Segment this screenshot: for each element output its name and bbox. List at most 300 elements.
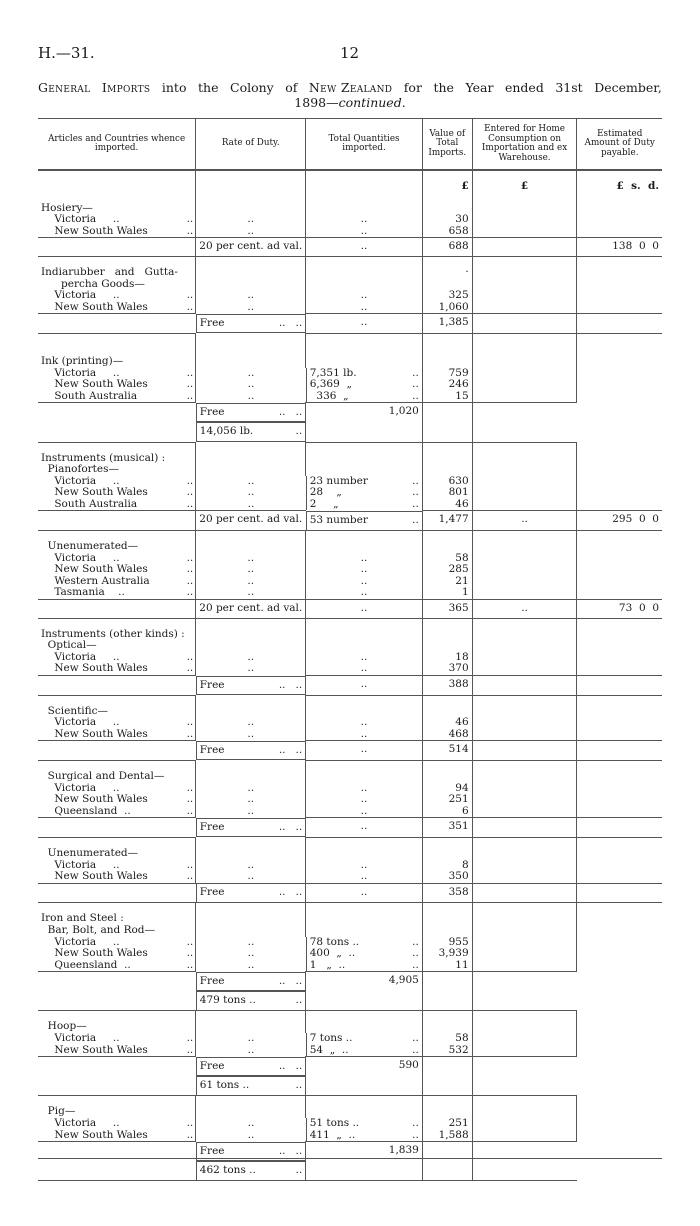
title-word: into (161, 80, 187, 95)
spacer-cell (196, 618, 306, 629)
duty-cell (577, 741, 662, 761)
value-cell (422, 925, 472, 937)
entered-cell (472, 453, 577, 465)
table-row (38, 925, 662, 937)
article-label: Indiarubber and Gutta- (41, 266, 178, 278)
spacer-row (38, 760, 662, 771)
duty-cell (577, 356, 662, 368)
leader-dots: .. .. (278, 820, 303, 833)
value-cell (422, 848, 472, 860)
spacer-cell (422, 760, 472, 771)
article-name (38, 972, 196, 1011)
entered-cell (472, 1118, 577, 1130)
quantity-value: 28 „ (309, 487, 342, 499)
duty-cell (472, 1057, 577, 1096)
leader-dots: .. (186, 487, 194, 499)
article-name (38, 794, 196, 806)
rate-cell: .. (196, 806, 306, 818)
spacer-cell (306, 695, 423, 706)
spacer-cell (422, 618, 472, 629)
duty-cell (577, 499, 662, 511)
entered-cell (472, 937, 577, 949)
value-cell: 46 (422, 717, 472, 729)
table-row (38, 706, 662, 718)
quantity-cell (306, 640, 423, 652)
quantity-total: 14,056 lb. (199, 425, 254, 438)
article-name (38, 290, 196, 302)
value-cell (422, 464, 472, 476)
rate-cell (196, 314, 305, 334)
article-label: Instruments (other kinds) : (41, 628, 185, 640)
spacer-cell (38, 760, 196, 771)
quantity-total: 61 tons .. (199, 1079, 250, 1092)
quantity-cell (306, 860, 423, 872)
duty-cell (577, 553, 662, 565)
quantity-cell (306, 576, 423, 588)
table-row (38, 379, 662, 391)
value-cell (422, 203, 472, 215)
value-cell: 94 (422, 783, 472, 795)
quantity-cell (306, 541, 423, 553)
article-name (38, 925, 196, 937)
entered-cell (472, 1045, 577, 1057)
leader-dots: .. (186, 859, 194, 871)
entered-cell (472, 706, 577, 718)
table-row (38, 368, 662, 380)
rate-cell (196, 972, 305, 992)
value-cell (422, 1106, 472, 1118)
duty-cell (577, 541, 662, 553)
title-line-2 (38, 95, 662, 110)
article-label: Victoria .. (41, 1118, 120, 1130)
leader-dots: .. .. (278, 1144, 303, 1157)
article-label: percha Goods— (41, 278, 145, 290)
table-row (38, 848, 662, 860)
spacer-cell (472, 1011, 577, 1022)
article-name (38, 238, 196, 257)
table-row (38, 553, 662, 565)
quantity-cell (306, 948, 422, 960)
currency-row (38, 170, 662, 193)
article-label: New South Wales (41, 794, 148, 806)
rate-cell (196, 741, 305, 761)
duty-cell (577, 290, 662, 302)
entered-cell (472, 652, 577, 664)
value-cell (422, 453, 472, 465)
quantity-cell (306, 587, 423, 599)
title-word: the (433, 80, 454, 95)
title-word: for (403, 80, 422, 95)
document-reference: H.—31. (38, 44, 95, 62)
value-cell: 21 (422, 576, 472, 588)
article-name (38, 729, 196, 741)
title-word: the (198, 80, 219, 95)
article-name (38, 913, 196, 925)
quantity-cell (306, 290, 423, 302)
quantity-value: 336 „ (309, 390, 349, 402)
entered-cell (472, 1021, 577, 1033)
quantity-value: .. (360, 782, 368, 794)
duty-cell (577, 717, 662, 729)
article-name (38, 302, 196, 314)
duty-cell (577, 1021, 662, 1033)
table-row (38, 214, 662, 226)
article-name (38, 356, 196, 368)
table-row (38, 871, 662, 883)
article-name (38, 1142, 196, 1181)
rate-cell: .. (196, 794, 306, 806)
rate-cell: .. (196, 663, 306, 675)
article-label: Victoria .. (41, 552, 120, 564)
rate-cell: .. (196, 937, 306, 949)
value-cell: 285 (422, 564, 472, 576)
rate-cell (196, 453, 306, 465)
quantity-cell (306, 729, 423, 741)
duty-cell (577, 1045, 662, 1057)
quantity-cell (306, 238, 423, 257)
quantity-value: .. (360, 663, 368, 675)
table-row (38, 948, 662, 960)
leader-dots: .. (295, 1164, 303, 1177)
rate-cell: .. (196, 860, 306, 872)
quantity-cell (306, 267, 423, 279)
duty-cell (577, 267, 662, 279)
value-cell: 658 (422, 226, 472, 238)
article-label: Optical— (41, 640, 97, 652)
spacer-cell (196, 1096, 306, 1107)
rate-cell: .. (196, 302, 306, 314)
spacer-cell (196, 837, 306, 848)
spacer-cell (38, 1096, 196, 1107)
leader-dots: .. (412, 1129, 419, 1141)
quantity-cell (306, 629, 423, 641)
table-row (38, 806, 662, 818)
leader-dots: .. (412, 367, 419, 379)
rate-cell: .. (196, 871, 306, 883)
col-duty: Estimated Amount of Duty payable. (577, 119, 662, 171)
spacer-cell (38, 903, 196, 914)
leader-dots: .. (412, 1033, 419, 1045)
article-name (38, 1021, 196, 1033)
article-name (38, 464, 196, 476)
leader-dots: .. (186, 214, 194, 226)
leader-dots: .. .. (278, 886, 303, 899)
value-cell: 8 (422, 860, 472, 872)
rate-cell (196, 403, 305, 423)
article-label: Unenumerated— (41, 847, 139, 859)
title-continued: continued. (338, 95, 406, 110)
article-name (38, 1033, 196, 1045)
table-row (38, 1130, 662, 1142)
duty-cell (472, 1142, 577, 1181)
entered-cell (472, 238, 577, 257)
value-cell: 251 (422, 1118, 472, 1130)
entered-cell (472, 860, 577, 872)
spacer-row (38, 256, 662, 267)
quantity-cell (306, 226, 423, 238)
duty-cell (577, 587, 662, 599)
article-label: New South Wales (41, 663, 148, 675)
leader-dots: .. .. (278, 974, 303, 987)
rate-cell: .. (196, 368, 306, 380)
title-word: General (38, 80, 91, 95)
rate-cell: .. (196, 290, 306, 302)
entered-cell (472, 806, 577, 818)
spacer-cell (38, 333, 196, 356)
spacer-cell (422, 531, 472, 542)
article-name (38, 368, 196, 380)
quantity-value: .. (360, 587, 368, 599)
quantity-value: 51 tons .. (309, 1118, 360, 1130)
entered-cell (472, 214, 577, 226)
article-label: Hoop— (41, 1021, 87, 1033)
table-row (38, 937, 662, 949)
entered-cell (472, 1033, 577, 1045)
value-cell: 325 (422, 290, 472, 302)
entered-cell (472, 314, 577, 334)
quantity-cell (306, 925, 423, 937)
article-name (38, 600, 196, 619)
duty-cell (577, 948, 662, 960)
table-row (38, 1045, 662, 1057)
article-name (38, 860, 196, 872)
quantity-cell (306, 1130, 422, 1142)
article-name (38, 541, 196, 553)
spacer-cell (306, 837, 423, 848)
article-label: New South Wales (41, 871, 148, 883)
article-label: New South Wales (41, 1044, 148, 1056)
table-row (38, 794, 662, 806)
quantity-value: .. (360, 552, 368, 564)
subtotal-row (38, 1057, 662, 1096)
rate-cell (196, 279, 306, 291)
leader-dots: .. (412, 498, 419, 510)
rate-cell: .. (196, 476, 306, 488)
table-row (38, 1021, 662, 1033)
article-label: Victoria .. (41, 214, 120, 226)
quantity-cell (306, 279, 423, 291)
table-row (38, 302, 662, 314)
article-label: South Australia (41, 498, 138, 510)
article-label: Victoria .. (41, 782, 120, 794)
rate-cell: .. (196, 948, 306, 960)
quantity-value: 2 „ (309, 498, 339, 510)
leader-dots: .. (412, 390, 419, 402)
quantity-cell (306, 806, 423, 818)
spacer-cell (472, 903, 577, 914)
duty-cell (577, 1033, 662, 1045)
quantity-total: .. (360, 602, 368, 615)
entered-cell (472, 818, 577, 838)
article-name (38, 226, 196, 238)
article-label: Victoria .. (41, 936, 120, 948)
duty-cell (577, 883, 662, 903)
article-label: Western Australia (41, 575, 150, 587)
leader-dots: .. (186, 936, 194, 948)
subtotal-row (38, 818, 662, 838)
quantity-cell (306, 937, 422, 949)
entered-cell (472, 1106, 577, 1118)
table-row (38, 1033, 662, 1045)
article-label: New South Wales (41, 379, 148, 391)
article-name (38, 576, 196, 588)
article-label: South Australia (41, 390, 138, 402)
duty-cell (577, 487, 662, 499)
quantity-cell (306, 1021, 423, 1033)
rate-value: Free (199, 974, 225, 987)
spacer-cell (472, 333, 577, 356)
spacer-cell (577, 903, 662, 914)
value-cell (422, 356, 472, 368)
value-cell (422, 640, 472, 652)
article-label: Victoria .. (41, 859, 120, 871)
quantity-value: 7 tons .. (309, 1033, 353, 1045)
col-value: Value of Total Imports. (422, 119, 472, 171)
article-name (38, 629, 196, 641)
table-row (38, 783, 662, 795)
quantity-cell (306, 511, 422, 531)
rate-cell (196, 883, 305, 903)
duty-cell (577, 476, 662, 488)
leader-dots: .. (186, 1129, 194, 1141)
table-bottom-rule (38, 1158, 662, 1159)
table-row (38, 860, 662, 872)
value-cell (422, 279, 472, 291)
value-total: 365 (422, 600, 472, 619)
article-name (38, 1045, 196, 1057)
subtotal-row (38, 600, 662, 619)
quantity-cell (306, 706, 423, 718)
entered-cell (472, 541, 577, 553)
quantity-cell (306, 214, 423, 226)
quantity-cell (306, 464, 423, 476)
leader-dots: .. (186, 728, 194, 740)
duty-cell (577, 729, 662, 741)
table-row (38, 729, 662, 741)
quantity-cell (306, 871, 423, 883)
duty-cell (577, 794, 662, 806)
value-total: 4,905 (306, 972, 423, 1011)
quantity-cell (306, 1033, 422, 1045)
spacer-cell (38, 193, 196, 203)
rate-cell: .. (196, 214, 306, 226)
rate-cell (196, 706, 306, 718)
quantity-cell (306, 600, 423, 619)
quantity-value: .. (360, 859, 368, 871)
article-name (38, 553, 196, 565)
subtotal-row (38, 741, 662, 761)
entered-cell (472, 290, 577, 302)
entered-cell (422, 1142, 472, 1181)
col-articles: Articles and Countries whence imported. (38, 119, 196, 171)
rate-cell: .. (196, 960, 306, 972)
spacer-cell (306, 193, 423, 203)
value-total: 351 (422, 818, 472, 838)
rate-cell: .. (196, 587, 306, 599)
article-label: Victoria .. (41, 717, 120, 729)
leader-dots: .. (295, 1079, 303, 1092)
article-name (38, 391, 196, 403)
duty-cell (577, 818, 662, 838)
entered-cell (472, 368, 577, 380)
article-name (38, 1106, 196, 1118)
leader-dots: .. (186, 1033, 194, 1045)
quantity-total: 53 number (309, 513, 368, 526)
article-name (38, 818, 196, 838)
spacer-row (38, 531, 662, 542)
value-cell: 246 (422, 379, 472, 391)
article-label: Victoria .. (41, 651, 120, 663)
duty-cell (577, 314, 662, 334)
rate-cell: .. (196, 1118, 306, 1130)
article-name (38, 883, 196, 903)
entered-cell (472, 640, 577, 652)
quantity-cell (306, 913, 423, 925)
duty-cell (577, 676, 662, 696)
article-name (38, 652, 196, 664)
article-label: New South Wales (41, 1129, 148, 1141)
table-row (38, 1118, 662, 1130)
title-word: 31st (555, 80, 583, 95)
duty-cell (577, 806, 662, 818)
spacer-row (38, 333, 662, 356)
spacer-row (38, 903, 662, 914)
duty-cell (472, 403, 577, 442)
leader-dots: .. (186, 552, 194, 564)
rate-value: 20 per cent. ad val. (199, 240, 303, 253)
table-row (38, 771, 662, 783)
entered-cell (472, 487, 577, 499)
spacer-cell (196, 531, 306, 542)
quantity-cell (306, 848, 423, 860)
value-cell (422, 706, 472, 718)
quantity-cell (306, 314, 423, 334)
article-name (38, 1130, 196, 1142)
article-label: Instruments (musical) : (41, 452, 166, 464)
value-cell: 58 (422, 553, 472, 565)
table-row (38, 587, 662, 599)
leader-dots: .. (412, 1118, 419, 1130)
value-cell: 801 (422, 487, 472, 499)
article-name (38, 314, 196, 334)
rate-cell: .. (196, 783, 306, 795)
currency-entered: £ (472, 170, 577, 193)
quantity-total: .. (360, 743, 368, 756)
entered-cell (472, 391, 577, 403)
leader-dots: .. (186, 379, 194, 391)
duty-cell (577, 913, 662, 925)
entered-cell (472, 794, 577, 806)
article-name (38, 379, 196, 391)
rate-cell (196, 1106, 306, 1118)
article-name (38, 960, 196, 972)
title-line-1 (38, 80, 662, 95)
leader-dots: .. (186, 301, 194, 313)
article-label: Queensland .. (41, 805, 131, 817)
article-label: Victoria .. (41, 367, 120, 379)
value-cell (422, 541, 472, 553)
quantity-value: .. (360, 728, 368, 740)
rate-value: Free (199, 886, 225, 899)
spacer-cell (306, 531, 423, 542)
quantity-cell (306, 1106, 423, 1118)
spacer-cell (577, 618, 662, 629)
quantity-total: 479 tons .. (199, 994, 256, 1007)
spacer-cell (306, 760, 423, 771)
duty-cell (577, 453, 662, 465)
leader-dots: .. (186, 587, 194, 599)
value-cell: 3,939 (422, 948, 472, 960)
